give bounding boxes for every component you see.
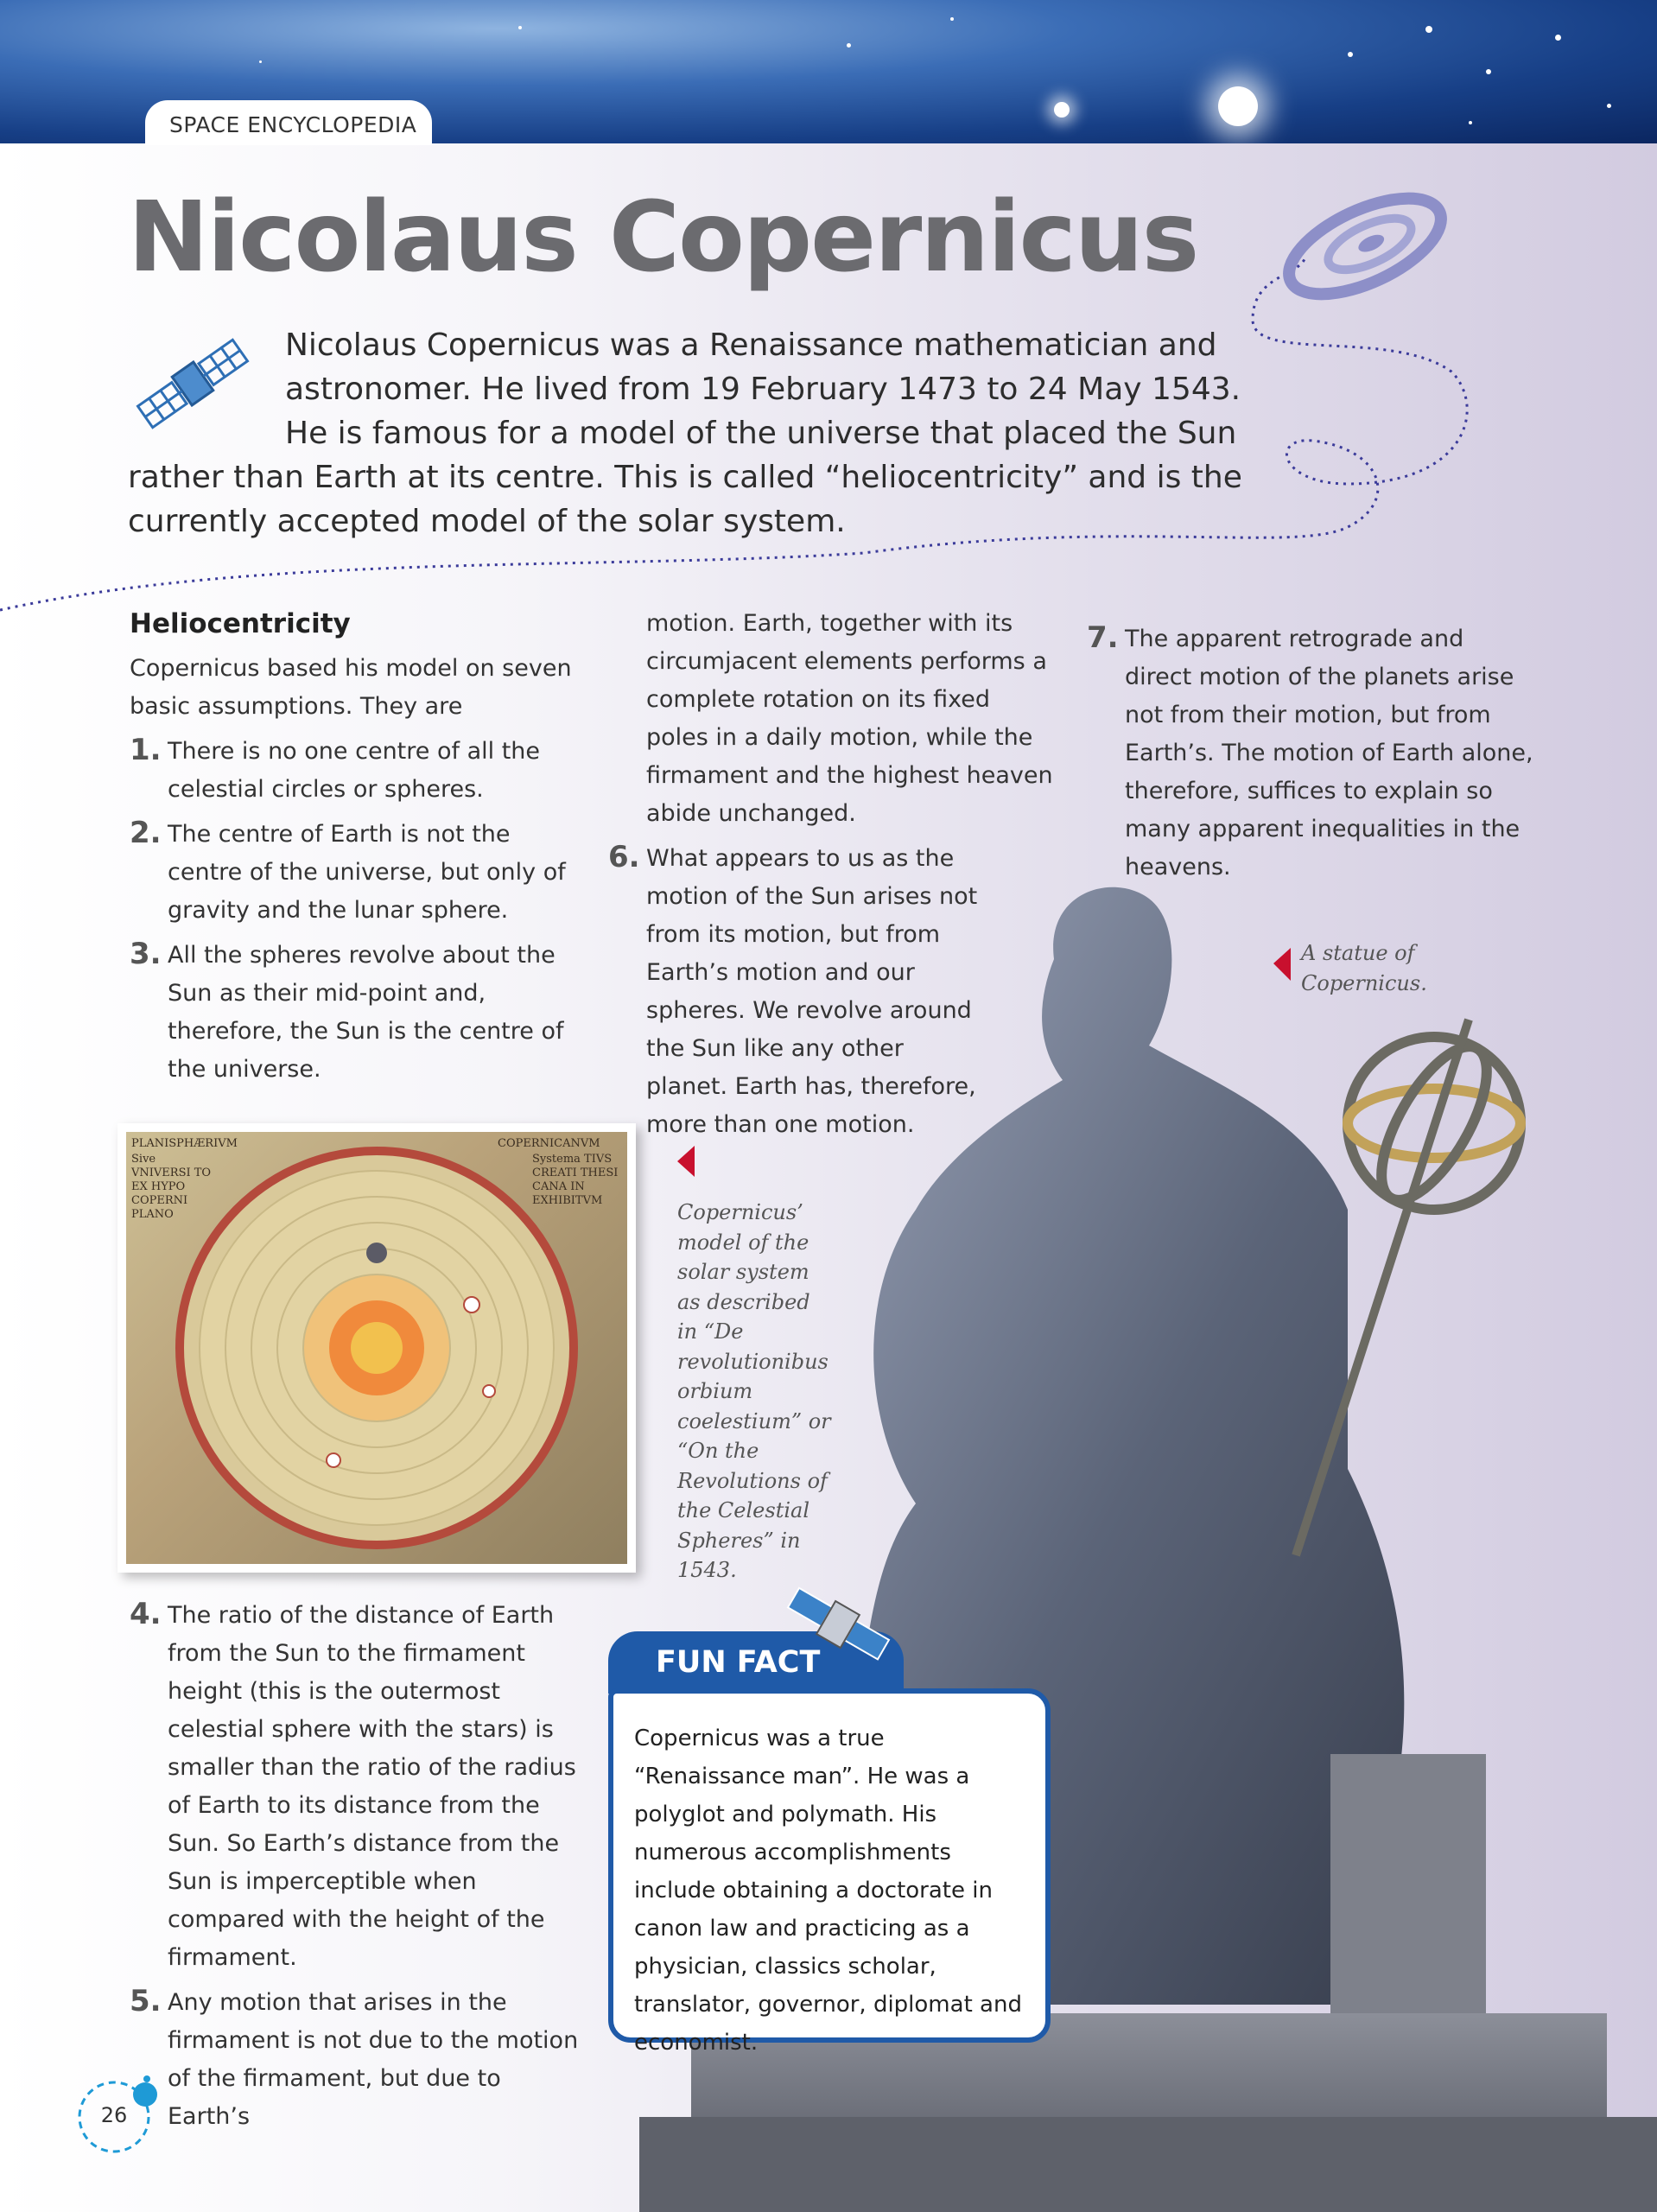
intro-paragraph: Nicolaus Copernicus was a Renaissance mathematician and astronomer. He lived from 19 February 1473 to 24 May 1543. He is famous for a model of the universe that placed the Sun rather than Earth at its centre. This is called “heliocentricity” and is the currently accepted model of the solar system. bbox=[128, 323, 1251, 543]
assumption-item: 2. The centre of Earth is not the centre of the universe, but only of gravity and the lunar sphere. bbox=[130, 816, 566, 924]
assumption-continuation: motion. Earth, together with its circumjacent elements performs a complete rotation on its fixed poles in a daily motion, while the firmament and the highest heaven abide unchanged. bbox=[646, 610, 1053, 827]
plate-left-subtitle: Sive VNIVERSI TO EX HYPO COPERNI PLANO bbox=[131, 1153, 212, 1221]
assumption-item: 7. The apparent retrograde and direct motion of the planets arise not from their motion, but from Earth’s. The motion of Earth alone, therefore, suffices to explain so many apparent inequalities in the heavens. bbox=[1087, 620, 1533, 880]
plate-left-title: PLANISPHÆRIVM bbox=[131, 1137, 238, 1150]
fun-fact-text: Copernicus was a true “Renaissance man”. He was a polyglot and polymath. His numerous accomplishments include obtaining a doctorate in canon law and practicing as a physician, classics scholar, translator, governor, diplomat and economist. bbox=[634, 1726, 1022, 2056]
plate-right-title: COPERNICANVM bbox=[498, 1137, 600, 1150]
section-heading: Heliocentricity bbox=[130, 608, 351, 639]
section-label: SPACE ENCYCLOPEDIA bbox=[169, 112, 417, 137]
assumption-item: 1. There is no one centre of all the celestial circles or spheres. bbox=[130, 733, 541, 803]
plate-right-subtitle: Systema TIVS CREATI THESI CANA IN EXHIBITVM bbox=[532, 1153, 619, 1207]
model-caption: Copernicus’ model of the solar system as described in “De revolutionibus orbium coelestium” or “On the Revolutions of the Celestial Spheres” in 1543. bbox=[677, 1200, 831, 1582]
assumption-item: 4. The ratio of the distance of Earth from the Sun to the firmament height (this is the outermost celestial sphere with the stars) is smaller than the ratio of the radius of Earth to its distance from the Sun. So Earth’s distance from the Sun is imperceptible when compared with the height of the firmament. bbox=[130, 1597, 576, 1971]
section-lead: Copernicus based his model on seven basic assumptions. They are bbox=[130, 655, 572, 720]
page-number: 26 bbox=[100, 2103, 128, 2127]
page-number-badge bbox=[76, 2079, 152, 2155]
assumption-item: 3. All the spheres revolve about the Sun as their mid-point and, therefore, the Sun is the centre of the universe. bbox=[130, 937, 564, 1083]
fun-fact-label: FUN FACT bbox=[656, 1645, 821, 1680]
assumption-item: 6. What appears to us as the motion of the Sun arises not from its motion, but from Earth’s motion and our spheres. We revolve around the Sun like any other planet. Earth has, therefore, more than one motion. bbox=[608, 840, 978, 1138]
statue-caption: A statue of Copernicus. bbox=[1301, 941, 1427, 995]
page-title: Nicolaus Copernicus bbox=[128, 181, 1198, 294]
assumption-item: 5. Any motion that arises in the firmament is not due to the motion of the firmament, but due to Earth’s bbox=[130, 1984, 579, 2130]
